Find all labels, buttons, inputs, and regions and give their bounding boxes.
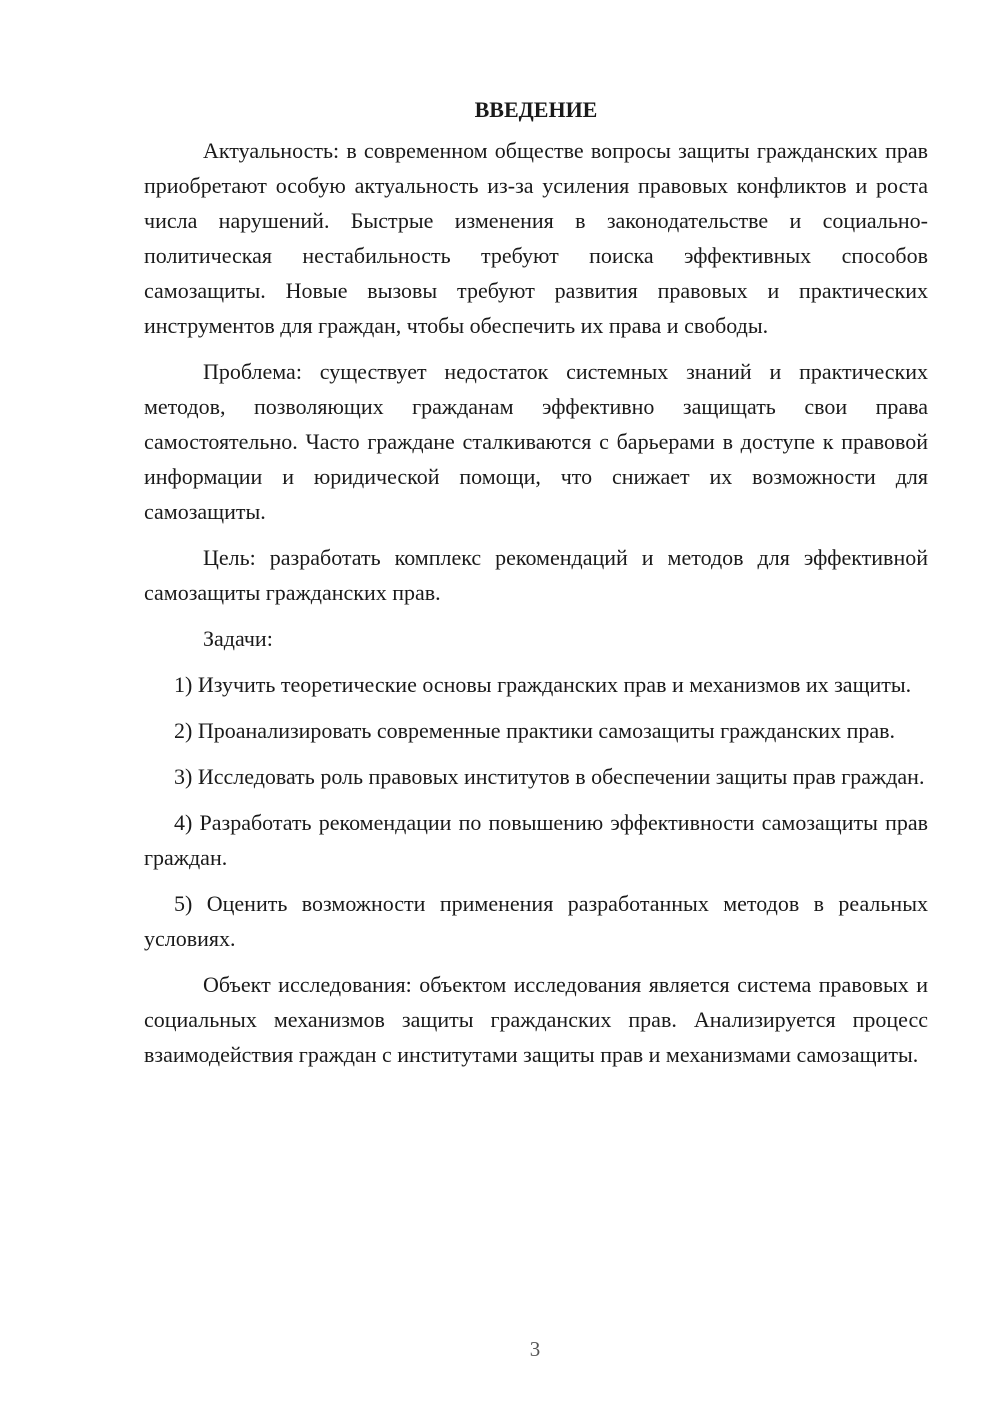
paragraph-problem: Проблема: существует недостаток системных знаний и практических методов, позволяющих гражданам эффективно защищать свои права самостоятельно. Часто граждане сталкиваются с барьерами в доступе к правовой информации и юридической помощи, что снижает их возможности для самозащиты. (144, 359, 928, 524)
page-content (144, 92, 928, 1083)
task-item-4: 4) Разработать рекомендации по повышению эффективности самозащиты прав граждан. (144, 810, 928, 870)
task-item-1: 1) Изучить теоретические основы гражданских прав и механизмов их защиты. (174, 672, 912, 697)
paragraph-object: Объект исследования: объектом исследования является система правовых и социальных механизмов защиты гражданских прав. Анализируется процесс взаимодействия граждан с институтами защиты прав и механизмами самозащиты. (144, 972, 928, 1067)
paragraph-goal: Цель: разработать комплекс рекомендаций и методов для эффективной самозащиты гражданских прав. (144, 545, 928, 605)
page-number: 3 (529, 1337, 541, 1361)
section-title: ВВЕДЕНИЕ (474, 97, 598, 122)
paragraph-tasks-heading: Задачи: (203, 626, 273, 651)
task-item-5: 5) Оценить возможности применения разработанных методов в реальных условиях. (144, 891, 928, 951)
task-item-2: 2) Проанализировать современные практики самозащиты гражданских прав. (174, 718, 896, 743)
task-item-3: 3) Исследовать роль правовых институтов в обеспечении защиты прав граждан. (174, 764, 925, 789)
paragraph-relevance: Актуальность: в современном обществе вопросы защиты гражданских прав приобретают особую актуальность из-за усиления правовых конфликтов и роста числа нарушений. Быстрые изменения в законодательстве и социально-политическая нестабильность требуют поиска эффективных способов самозащиты. Новые вызовы требуют развития правовых и практических инструментов для граждан, чтобы обеспечить их права и свободы. (144, 138, 928, 338)
